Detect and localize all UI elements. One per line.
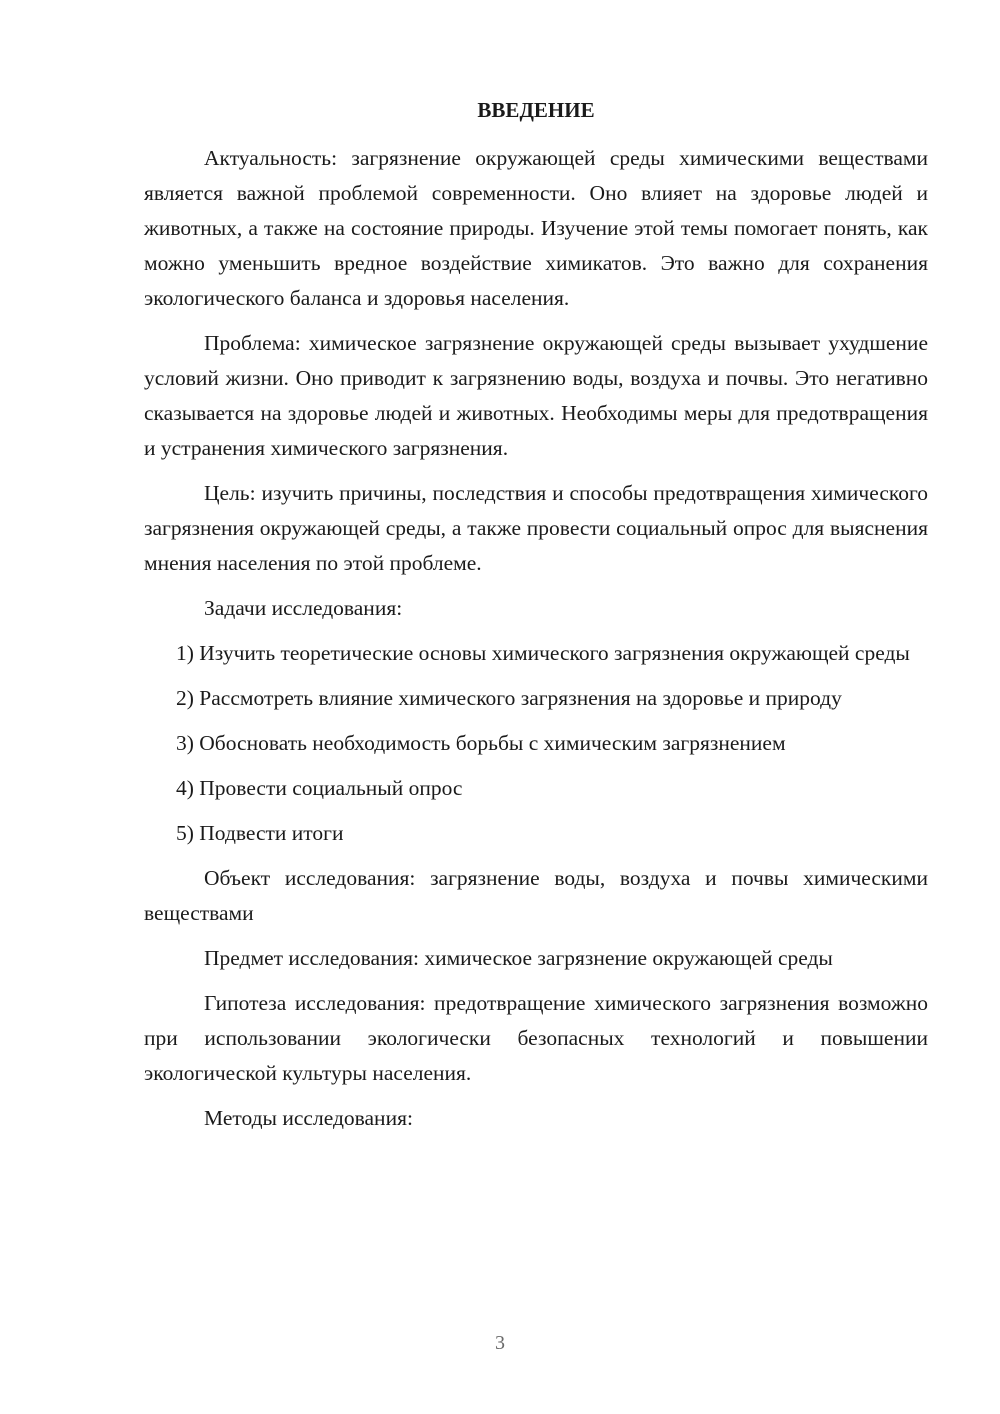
list-item: 5) Подвести итоги: [176, 821, 344, 845]
page-content: [144, 95, 928, 1146]
subject-paragraph: Предмет исследования: химическое загрязнение окружающей среды: [204, 946, 833, 970]
object-paragraph: Объект исследования: загрязнение воды, воздуха и почвы химическими веществами: [144, 866, 928, 925]
list-item: 2) Рассмотреть влияние химического загрязнения на здоровье и природу: [176, 686, 842, 710]
tasks-list: [144, 636, 928, 851]
goal-paragraph: Цель: изучить причины, последствия и способы предотвращения химического загрязнения окружающей среды, а также провести социальный опрос для выяснения мнения населения по этой проблеме.: [144, 481, 928, 575]
methods-heading: Методы исследования:: [204, 1106, 413, 1130]
hypothesis-paragraph: Гипотеза исследования: предотвращение химического загрязнения возможно при использовании экологически безопасных технологий и повышении экологической культуры населения.: [144, 991, 928, 1085]
tasks-heading: Задачи исследования:: [204, 596, 403, 620]
problem-paragraph: Проблема: химическое загрязнение окружающей среды вызывает ухудшение условий жизни. Оно приводит к загрязнению воды, воздуха и почвы. Это негативно сказывается на здоровье людей и животных. Необходимы меры для предотвращения и устранения химического загрязнения.: [144, 331, 928, 460]
list-item: 3) Обосновать необходимость борьбы с химическим загрязнением: [176, 731, 786, 755]
page-number: 3: [495, 1332, 505, 1354]
relevance-paragraph: Актуальность: загрязнение окружающей среды химическими веществами является важной проблемой современности. Оно влияет на здоровье людей и животных, а также на состояние природы. Изучение этой темы помогает понять, как можно уменьшить вредное воздействие химикатов. Это важно для сохранения экологического баланса и здоровья населения.: [144, 146, 928, 310]
list-item: 4) Провести социальный опрос: [176, 776, 463, 800]
list-item: 1) Изучить теоретические основы химического загрязнения окружающей среды: [176, 641, 910, 665]
page-title: ВВЕДЕНИЕ: [477, 98, 595, 122]
